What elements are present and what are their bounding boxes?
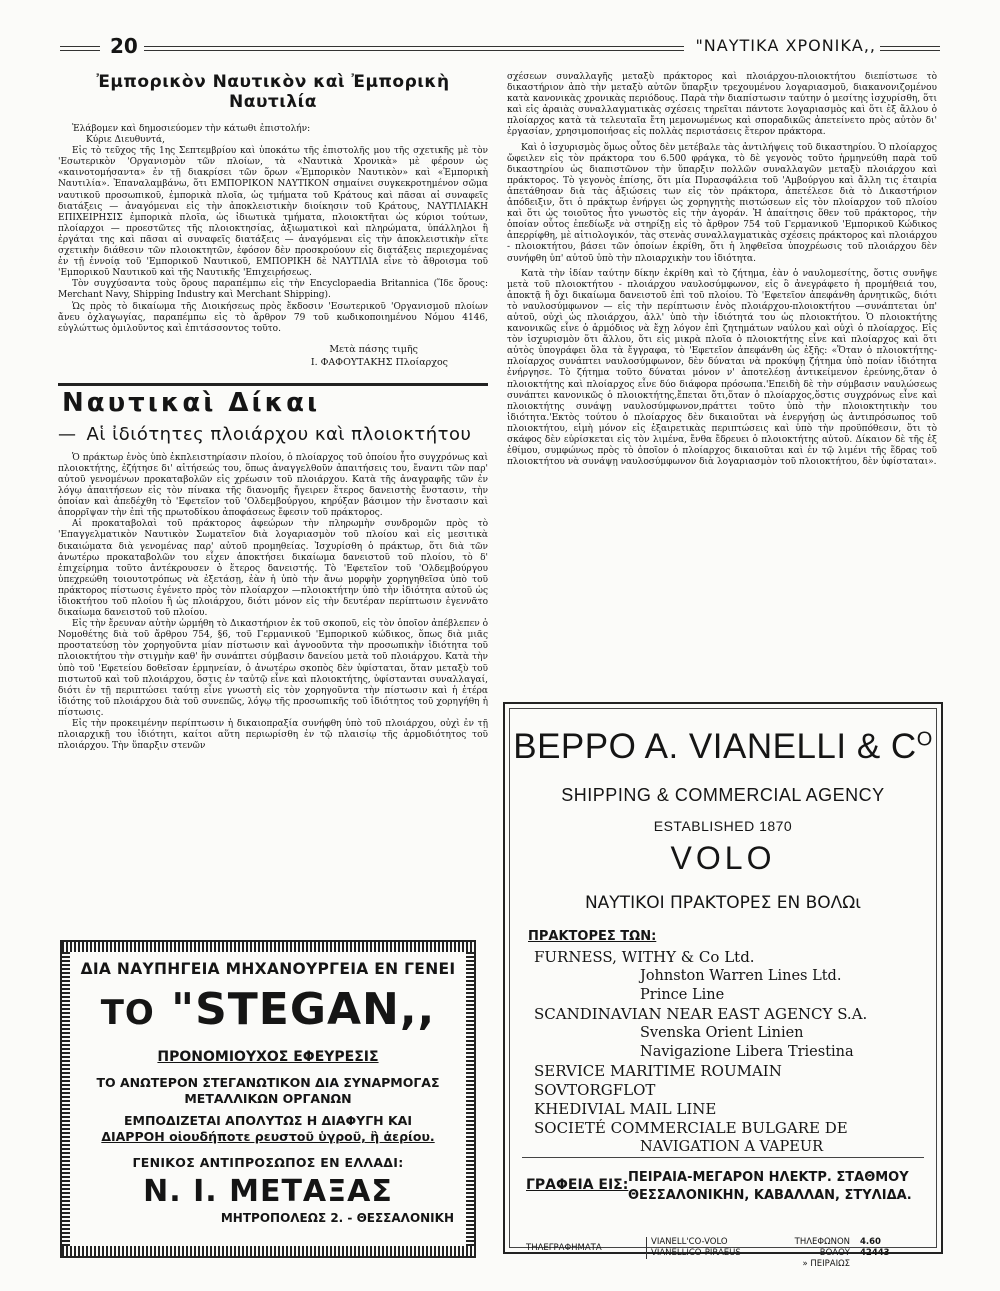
section-paragraph: Ὁ πράκτωρ ἑνὸς ὑπὸ ἐκπλειστηρίασιν πλοίου, ὁ πλοίαρχος τοῦ ὁποίου ἦτο συγχρόνως καὶ πλοιοκτήτης, ἐζήτησε δι' αἰτήσεώς του, ὅπως ἀναγγελθοῦν ἀπαιτήσεις του, ἔναντι τῶν παρ' αὐτοῦ γενομένων προκαταβολῶν εἰς χρέωσιν τοῦ πλοιάρχου. Κατὰ τῆς ἀναγραφῆς τῶν ἐν λόγῳ ἀπαιτήσεων εἰς τὸν πίνακα τῆς διανομῆς ἤγειρεν ἕτερος δανειστὴς ἔνστασιν, τὴν ὁποίαν καὶ ἀπεδέχθη τὸ 'Εφετεῖον τοῦ 'Ολδεμβούργου, κηρύξαν βάσιμον τὴν ἔνστασιν καὶ ἀπορρῖψαν τὴν ἐπὶ τῆς πρωτοδίκου ἀποφάσεως ἔφεσιν τοῦ πράκτορος. (58, 452, 488, 519)
vianelli-name-sup: O (916, 728, 933, 751)
vianelli-company-name (510, 727, 936, 767)
ad-border-stripe (62, 952, 70, 1246)
vianelli-agents-label: ΠΡΑΚΤΟΡΕΣ ΤΩΝ: (528, 929, 657, 944)
vianelli-agent-item: SOVTORGFLOT (534, 1081, 656, 1099)
stegan-brand-prefix: ΤΟ (100, 993, 155, 1033)
section-paragraph: Εἰς τὴν ἔρευναν αὐτὴν ὡρμήθη τὸ Δικαστήριον ἐκ τοῦ σκοποῦ, εἰς τὸν ὁποῖον ἀπέβλεπεν ὁ Νομοθέτης διὰ τοῦ ἄρθρου 754, §6, τοῦ Γερμανικοῦ 'Εμπορικοῦ κώδικος, ὅπως διὰ μιᾶς προστατεύσῃ τὸν χορηγοῦντα μίαν πίστωσιν καὶ ἀγνοοῦντα τὴν προσωπικὴν ἰδιότητα τοῦ πλοιοκτήτου τὴν στιγμὴν καθ' ἣν συνάπτει σύμβασιν δανείου μετὰ τοῦ πλοιάρχου. Κατὰ τὴν ὑπὸ τοῦ 'Εφετείου δοθεῖσαν ἑρμηνείαν, ὁ ἀνωτέρω σκοπὸς δὲν ὑφίσταται, ὅταν μεταξὺ τοῦ πιστωτοῦ καὶ τοῦ πλοιάρχου, ὅστις ἐν ταὐτῷ εἶνε καὶ πλοιοκτήτης, ὑφίστανται συναλλαγαί, διότι ἐν τῇ περιπτώσει ταύτῃ εἶνε γνωστὴ εἰς τὸν χορηγοῦντα τὴν πίστωσιν καὶ ἡ ἑτέρα ἰδιότης τοῦ πλοιάρχου διὰ τοῦ συνεπῶς, λόγῳ τῆς προσωπικῆς τοῦ ἰδιότητος τοῦ χορηγήθη ἡ πίστωσις. (58, 619, 488, 718)
vianelli-phone-labels (770, 1237, 850, 1270)
vianelli-ad-frame (509, 708, 937, 1269)
subtitle-dash: — (58, 423, 77, 445)
stegan-address: ΜΗΤΡΟΠΟΛΕΩΣ 2. - ΘΕΣΣΑΛΟΝΙΚΗ (220, 1211, 454, 1225)
section-paragraph: Αἱ προκαταβολαὶ τοῦ πράκτορος ἀφεώρων τὴν πληρωμὴν συνδρομῶν πρὸς τὸ 'Επαγγελματικὸν Ναυτικὸν Σωματεῖον διὰ λογαριασμὸν τοῦ πλοίου καὶ εἰς μεσιτικὰ δικαιώματα διὰ γενομένας παρ' αὐτοῦ προμηθείας. Ἰσχυρίσθη ὁ πράκτωρ, ὅτι διὰ τῶν ἀνωτέρω προκαταβολῶν του εἶχεν ἀποκτήσει δικαίωμα δανειστοῦ τοῦ πλοίου, τὸ δ' ἐπιχείρημα τοῦτο ἀντέκρουσεν ὁ ἕτερος δανειστής. Τὸ 'Εφετεῖον τοῦ 'Ολδεμβούργου ὑπεχρεώθη τοιουτοτρόπως νὰ ἐξετάσῃ, ἐὰν ἡ ὑπὸ τὴν ἄνω μορφὴν χορηγηθεῖσα ὑπὸ τοῦ πράκτορος πίστωσις ἐγένετο πρὸς τὸν πλοίαρχον —πλοιοκτήτην ὑπὸ τὴν ἰδιότητα αὐτοῦ ὡς ἰδιοκτήτου τοῦ πλοίου ἢ ὡς πλοιάρχου, διότι μόνον εἰς τὴν δευτέραν περίπτωσιν ἐγεννᾶτο δικαίωμα δανειστοῦ τοῦ πλοίου. (58, 519, 488, 619)
header-rule-middle (144, 46, 684, 51)
vianelli-tagline: SHIPPING & COMMERCIAL AGENCY (561, 785, 885, 805)
vianelli-agent-item: SOCIETÉ COMMERCIALE BULGARE DE (534, 1119, 848, 1137)
vianelli-phone-label: » ΠΕΙΡΑΙΩΣ (802, 1259, 850, 1269)
letter-paragraph: Κύριε Διευθυντά, (86, 135, 165, 146)
vianelli-agent-item: Svenska Orient Linien (640, 1025, 804, 1041)
letter-title: Ἐμπορικὸν Ναυτικὸν καὶ Ἐμπορικὴ Ναυτιλία (96, 72, 450, 112)
stegan-brand: "STEGAN,, (171, 984, 436, 1035)
stegan-brand-line (76, 986, 460, 1037)
right-paragraph: σχέσεων συναλλαγῆς μεταξὺ πράκτορος καὶ πλοιάρχου-πλοιοκτήτου διεπίστωσε τὸ δικαστήριον ἀπὸ τὴν μεταξὺ αὐτῶν ὕπαρξιν τρεχουμένου λογαριασμοῦ, διακανονιζομένου κατὰ κανονικὰς χρονικὰς περιόδους. Παρὰ τὴν διαπίστωσιν ταύτην ὁ μεσίτης ἰσχυρίσθη, ὅτι καὶ εἰς ἀραιὰς συναλλαγματικὰς σχέσεις τηρεῖται πάντοτε λογαριασμὸς καὶ ὅτι ἐξ ἄλλου ὁ πλοίαρχος κατὰ τὰ τελευταῖα ἔτη μεμονωμένως καὶ σποραδικῶς ἀπετείνετο πρὸς αὐτὸν δι' ἐργασίαν, χρησιμοποιήσας εἰς πολλὰς περιστάσεις ἕτερον πράκτορα. (507, 72, 937, 138)
stegan-claim (76, 1113, 460, 1145)
vianelli-phone-number: 4.60 (860, 1237, 881, 1247)
vianelli-telegram: VIANELL'CO-VOLO (651, 1237, 728, 1247)
stegan-claim-line: ΔΙΑΡΡΟΗ οἱουδήποτε ρευστοῦ ὑγροῦ, ἢ ἀερίου. (101, 1129, 435, 1144)
vianelli-agent-item: KHEDIVIAL MAIL LINE (534, 1100, 717, 1118)
vianelli-name-text: BEPPO A. VIANELLI & C (513, 727, 917, 766)
stegan-description-line: ΤΟ ΑΝΩΤΕΡΟΝ ΣΤΕΓΑΝΩΤΙΚΟΝ ΔΙΑ ΣΥΝΑΡΜΟΓΑΣ (96, 1075, 440, 1090)
vianelli-advertisement (503, 702, 943, 1269)
right-paragraph: Κατὰ τὴν ἰδίαν ταύτην δίκην ἐκρίθη καὶ τὸ ζήτημα, ἐὰν ὁ ναυλομεσίτης, ὅστις συνῆψε μετὰ τοῦ πλοιοκτήτου - πλοιάρχου ναυλοσύμφωνον, εἰς ὃ ἀνεγράφετο ἡ προμήθειά του, ἀποκτᾷ ἢ ὄχι δικαίωμα δανειστοῦ ἐπὶ τοῦ πλοίου. Τὸ 'Εφετεῖον ἀπεφάνθη ἀρνητικῶς, διότι τὸ ναυλοσύμφωνον — εἰς τὴν περίπτωσιν ἑνὸς πλοιάρχου-πλοιοκτήτου —συνάπτεται ὑπ' αὐτοῦ, οὐχὶ ὡς πλοιάρχου, ἀλλ' ὑπὸ τὴν ἰδιότητά του ὡς πλοιοκτήτου. Ὁ πλοιοκτήτης κανονικῶς εἶνε ὁ ἁρμόδιος νὰ ἔχῃ λόγον ἐπὶ ζητημάτων ναύλου καὶ οὐχὶ ὁ πλοίαρχος. Εἰς τὸν ἰσχυρισμὸν ὅτι ἄλλου, ὅτι εἰς μικρὰ πλοῖα ὁ πλοιοκτήτης εἶνε καὶ πλοίαρχος καὶ ὅτι αὐτὸς ὑπογράφει ὅλα τὰ ἔγγραφα, τὸ 'Εφετεῖον ἀπεφάνθη ὡς ἑξῆς: «Ὅταν ὁ πλοιοκτήτης-πλοίαρχος συνάπτει ναυλοσύμφωνον, δὲν δύναται νὰ προκύψῃ ζήτημα ὑπὸ ποίαν ἰδιότητα ἐνήργησε. Τὸ ζήτημα τοῦτο δύναται μόνον ν' ἀποτελέσῃ ἀντικείμενον ἐρεύνης,ὅταν ὁ πλοιοκτήτης καὶ πλοίαρχος εἶνε δύο διάφορα πρόσωπα.'Επειδὴ δὲ τὴν σύμβασιν ναυλώσεως συνάπτει κανονικῶς ὁ πλοιοκτήτης,ἔπεται ὅτι,ὅταν ὁ πλοίαρχος,ὅστις συγχρόνως εἶνε καὶ πλοιοκτήτης συνάψῃ ναυλοσύμφωνον,πράττει τοῦτο ὑπὸ τὴν πλοιοκτητικὴν του ἰδιότητα.'Εκτὸς τούτου ὁ πλοίαρχος δὲν δικαιοῦται νὰ ἐνεργήσῃ ὡς ἀντιπρόσωπος τοῦ πλοιοκτήτου, εἰμὴ μόνον εἰς ἐξαιρετικὰς περιπτώσεις καὶ ὑπὸ τὴν προϋπόθεσιν, ὅτι τὸ σκάφος δὲν εὑρίσκεται εἰς τὸν λιμένα, ἔνθα ἔδρευει ὁ πλοιοκτήτης αὐτοῦ. Δίκαιον δὲ τῆς ἐξ ἐθίμου, συμφώνως πρὸς τὸ ὁποῖον ὁ πλοίαρχος δικαιοῦται καὶ ἐν τῷ λιμένι τῆς ἕδρας τοῦ πλοιοκτήτου νὰ συνάψῃ ναυλοσύμφωνον διὰ λογαριασμὸν τοῦ πλοιοκτήτου, δὲν ὑφίσταται». (507, 268, 937, 468)
vianelli-phone-label: ΤΗΛΕΦΩΝΟΝ ΒΟΛΟΥ (794, 1237, 850, 1258)
letter-paragraph: Ὡς πρὸς τὸ δικαίωμα τῆς Διοικήσεως πρὸς ἔκδοσιν 'Εσωτερικοῦ 'Οργανισμοῦ πλοίων ἄνευ ὀχλαγωγίας, παραπέμπω εἰς τὸ ἄρθρον 79 τοῦ κωδικοποιημένου Νόμου 4146, εὐγλώττως ὁμιλοῦντος καὶ ἐπιτάσσοντος τοῦτο. (58, 301, 488, 334)
stegan-representative-name: Ν. Ι. ΜΕΤΑΞΑΣ (143, 1174, 393, 1209)
page-header (60, 30, 940, 60)
vianelli-phone-numbers (860, 1237, 890, 1259)
page-number: 20 (106, 34, 142, 58)
vianelli-telegram: VIANELLICO-PIRAEUS (651, 1248, 741, 1258)
section-paragraph: Εἰς τὴν προκειμένην περίπτωσιν ἡ δικαιοπραξία συνήφθη ὑπὸ τοῦ πλοιάρχου, οὐχὶ ἐν τῇ πλοιαρχικῇ του ἰδιότητι, καίτοι αὕτη περιωρίσθη ἐν τῷ πλαισίῳ τῆς ἁρμοδιότητος τοῦ πλοιάρχου. Τὴν ὕπαρξιν στενῶν (58, 719, 488, 752)
stegan-claim-line: ΕΜΠΟΔΙΖΕΤΑΙ ΑΠΟΛΥΤΩΣ Η ΔΙΑΦΥΓΗ ΚΑΙ (123, 1113, 412, 1128)
vianelli-telegram-addresses (646, 1237, 741, 1259)
vianelli-office-line: ΠΕΙΡΑΙΑ-ΜΕΓΑΡΟΝ ΗΛΕΚΤΡ. ΣΤΑΘΜΟΥ (628, 1170, 909, 1185)
letter-paragraph: Εἰς τὸ τεῦχος τῆς 1ης Σεπτεμβρίου καὶ ὑποκάτω τῆς ἐπιστολῆς μου τῆς σχετικῆς μὲ τὸν 'Εσωτερικὸν 'Οργανισμὸν τῶν πλοίων, τὰ «Ναυτικὰ Χρονικὰ» μὲ φέρουν ὡς «καινοτομήσαντα» ἐν τῇ διακρίσει τῶν ὅρων «Ἐμπορικὸν Ναυτικὸν» καὶ «Ἐμπορικὴ Ναυτιλία». Ἐπαναλαμβάνω, ὅτι ΕΜΠΟΡΙΚΟΝ ΝΑΥΤΙΚΟΝ σημαίνει συγκεκροτημένον σῶμα ναυτικοῦ προσωπικοῦ, ἐμπορικὰ πλοῖα, ὡς τμήματα τοῦ Κράτους καὶ πᾶσαι αἱ συναφεῖς διατάξεις — ἀναγόμεναι εἰς τὴν ἀποκλειστικὴν διοίκησιν τοῦ Κράτους, ΝΑΥΤΙΛΙΑΚΗ ΕΠΙΧΕΙΡΗΣΙΣ ἐμπορικὰ πλοῖα, ὡς ἰδιωτικὰ τμήματα, πλοιοκτῆται ὡς κύριοι τούτων, πλοίαρχοι — προεστῶτες τῆς πλοιοκτησίας, ἀξιωματικοὶ καὶ πληρώματα, ὑπάλληλοι ἢ ἐργάται της καὶ πᾶσαι αἱ συναφεῖς διατάξεις — ἀναγόμεναι εἰς τὴν ἀποκλειστικὴν εἴτε σχετικὴν διάθεσιν τῶν πλοιοκτητῶν, ἐφόσον δὲν προσκρούουν εἰς διατάξεις περιεχομένας ἐν τῇ ἐννοίᾳ τοῦ 'Εμπορικοῦ Ναυτικοῦ, ΕΜΠΟΡΙΚΗ δὲ ΝΑΥΤΙΛΙΑ εἶνε τὸ ἄθροισμα τοῦ 'Εμπορικοῦ Ναυτικοῦ καὶ τῆς Ναυτικῆς 'Επιχειρήσεως. (58, 146, 488, 279)
section-block (58, 383, 488, 753)
section-title: Ναυτικαὶ Δίκαι (62, 387, 321, 418)
vianelli-agent-item: SCANDINAVIAN NEAR EAST AGENCY S.A. (534, 1005, 868, 1023)
vianelli-established: ESTABLISHED 1870 (653, 818, 793, 834)
letter-closing: Μετὰ πάσης τιμῆς (329, 343, 418, 355)
vianelli-greek-title: ΝΑΥΤΙΚΟΙ ΠΡΑΚΤΟΡΕΣ ΕΝ ΒΟΛΩι (584, 893, 862, 913)
publication-title: "ΝΑΥΤΙΚΑ ΧΡΟΝΙΚΑ,, (691, 36, 880, 55)
vianelli-offices-addresses (628, 1169, 912, 1205)
right-column (507, 72, 937, 468)
section-subtitle: Αἱ ἰδιότητες πλοιάρχου καὶ πλοιοκτήτου (86, 423, 472, 445)
vianelli-divider (522, 1157, 924, 1158)
left-column (58, 72, 488, 752)
ad-border-stripe (62, 942, 474, 952)
section-subtitle-row (58, 424, 488, 445)
vianelli-agent-item: FURNESS, WITHY & Co Ltd. (534, 948, 755, 966)
letter-signature: Ι. ΦΑΦΟΥΤΑΚΗΣ Πλοίαρχος (310, 356, 448, 368)
vianelli-telegram-label: ΤΗΛΕΓΡΑΦΗΜΑΤΑ (526, 1243, 602, 1253)
stegan-ad-content (76, 956, 460, 1242)
vianelli-phone-number: 42443 (860, 1248, 890, 1258)
right-column-body (507, 72, 937, 468)
stegan-advertisement (60, 940, 476, 1258)
header-rule-right (880, 46, 940, 51)
vianelli-offices-label: ΓΡΑΦΕΙΑ ΕΙΣ: (526, 1177, 629, 1193)
vianelli-agent-item: SERVICE MARITIME ROUMAIN (534, 1062, 782, 1080)
ad-border-stripe (466, 952, 474, 1246)
vianelli-office-line: ΘΕΣΣΑΛΟΝΙΚΗΝ, ΚΑΒΑΛΛΑΝ, ΣΤΥΛΙΔΑ. (628, 1188, 912, 1203)
stegan-representative-label: ΓΕΝΙΚΟΣ ΑΝΤΙΠΡΟΣΩΠΟΣ ΕΝ ΕΛΛΑΔΙ: (132, 1155, 404, 1170)
header-rule-left (60, 46, 100, 51)
stegan-description (76, 1075, 460, 1107)
vianelli-agent-item: NAVIGATION A VAPEUR (640, 1139, 823, 1155)
letter-paragraph: Ἐλάβομεν καὶ δημοσιεύομεν τὴν κάτωθι ἐπιστολήν: (72, 124, 311, 134)
letter-body (58, 124, 488, 335)
section-body (58, 453, 488, 753)
vianelli-agent-item: Johnston Warren Lines Ltd. (640, 968, 842, 984)
vianelli-agent-item: Prince Line (640, 987, 725, 1003)
vianelli-agents-list (534, 948, 936, 1157)
stegan-patent: ΠΡΟΝΟΜΙΟΥΧΟΣ ΕΦΕΥΡΕΣΙΣ (157, 1049, 379, 1065)
vianelli-city: VOLO (670, 840, 776, 876)
stegan-description-line: ΜΕΤΑΛΛΙΚΩΝ ΟΡΓΑΝΩΝ (184, 1091, 352, 1106)
stegan-headline: ΔΙΑ ΝΑΥΠΗΓΕΙΑ ΜΗΧΑΝΟΥΡΓΕΙΑ ΕΝ ΓΕΝΕΙ (80, 960, 456, 978)
right-paragraph: Καὶ ὁ ἰσχυρισμὸς ὅμως οὗτος δὲν μετέβαλε τὰς ἀντιλήψεις τοῦ δικαστηρίου. Ὁ πλοίαρχος ὤφειλεν εἰς τὸν πράκτορα του 6.500 φράγκα, τὸ δὲ γεγονὸς τοῦτο ἡρμηνεύθη παρὰ τοῦ δικαστηρίου ὡς διαπιστῶνον τὴν ὕπαρξιν πολλῶν συναλλαγῶν μεταξὺ πλοιάρχου καὶ πράκτορος. Τὸ γεγονὸς ἐπίσης, ὅτι μία Πυρασφάλεια τοῦ 'Αμβούργου καὶ ἄλλη τις ἑταιρία ἀπετάθησαν διὰ τὰς ἀξιώσεις των εἰς τὸν πράκτορα, ἀπετέλεσε διὰ τὸ Δικαστήριον ἀπόδειξιν, ὅτι ὁ πράκτωρ ἐνήργει ὡς χορηγητὴς πιστώσεων εἰς τὸν πλοίαρχον τοῦ πλοίου καὶ ὅτι ὡς τοιοῦτος ἦτο γνωστὸς εἰς τὴν ἀγοράν. Ἡ ἀπαίτησις ὅθεν τοῦ πράκτορος, τὴν ὁποίαν οὗτος ἐπεδίωξε νὰ στηρίξῃ εἰς τὸ ἄρθρον 754 τοῦ Γερμανικοῦ 'Εμπορικοῦ Κώδικος ἀπερρίφθη, μὲ αἰτιολογικόν, τὰς στενὰς συναλλαγματικὰς σχέσεις πράκτορος καὶ πλοιάρχου - πλοιοκτήτου, βάσει τῶν ὁποίων ἐκρίθη, ὅτι ἡ ληφθεῖσα ὑποχρέωσις τοῦ πλοιάρχου δὲν συνήφθη ὑπ' αὐτοῦ ὑπὸ τὴν πλοιαρχικὴν του ἰδιότητα. (507, 142, 937, 264)
ad-border-stripe (62, 1246, 474, 1256)
letter-paragraph: Τὸν συγχύσαντα τοὺς ὅρους παραπέμπω εἰς τὴν Encyclopaedia Britannica (Ἴδε ὅρους: Merchant Navy, Shipping Industry καὶ Merchant Shipping). (58, 279, 488, 301)
vianelli-agent-item: Navigazione Libera Triestina (640, 1044, 854, 1060)
